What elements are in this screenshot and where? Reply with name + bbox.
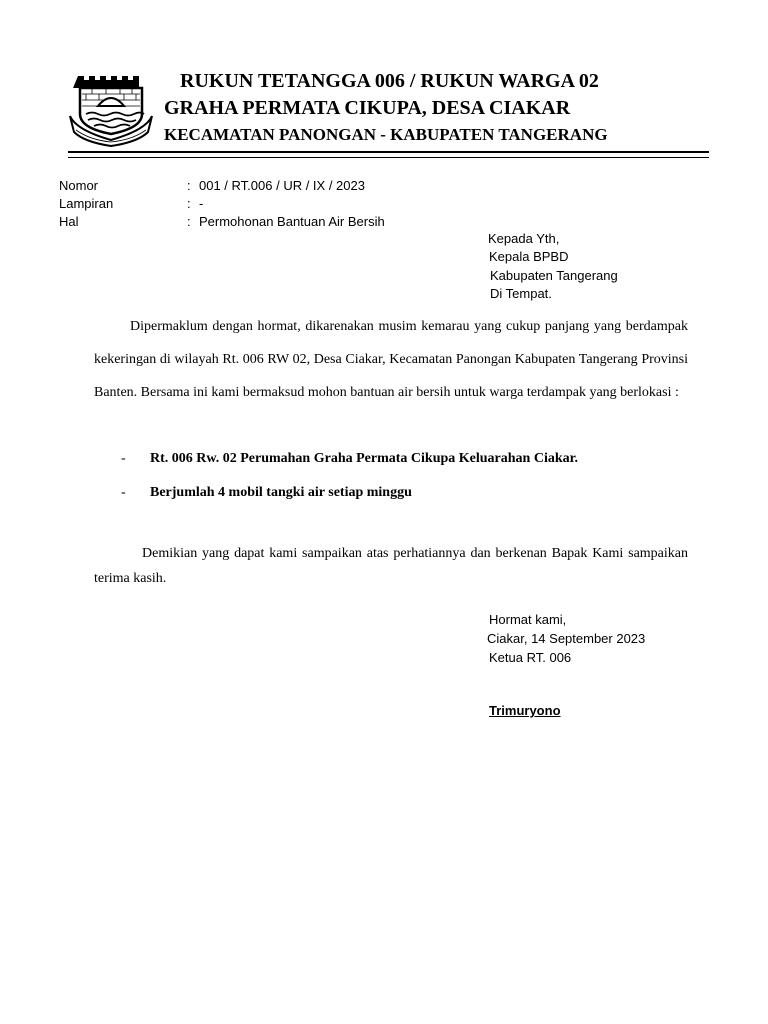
closing-greeting: Hormat kami, <box>489 612 567 627</box>
meta-label-nomor: Nomor <box>59 178 99 193</box>
bullet-marker: - <box>121 451 126 466</box>
bullet-marker: - <box>121 485 126 500</box>
letterhead-line-3: KECAMATAN PANONGAN - KABUPATEN TANGERANG <box>164 125 608 144</box>
meta-value-nomor: 001 / RT.006 / UR / IX / 2023 <box>199 178 365 193</box>
body-paragraph-1: Dipermaklum dengan hormat, dikarenakan musim kemarau yang cukup panjang yang berdampak kekeringan di wilayah Rt. 006 RW 02, Desa Ciakar, Kecamatan Panongan Kabupaten Tangerang Provinsi Banten. Bersama ini kami bermaksud mohon bantuan air bersih untuk warga terdampak yang berlokasi : <box>94 319 688 400</box>
meta-value-hal: Permohonan Bantuan Air Bersih <box>199 214 385 229</box>
body-paragraph-2: Demikian yang dapat kami sampaikan atas perhatiannya dan berkenan Bapak Kami sampaikan terima kasih. <box>94 546 688 586</box>
recipient-line-1: Kepada Yth, <box>488 231 560 246</box>
tangerang-coat-of-arms-logo <box>68 72 154 148</box>
meta-colon: : <box>187 178 191 193</box>
letterhead-line-2: GRAHA PERMATA CIKUPA, DESA CIAKAR <box>164 97 571 119</box>
recipient-line-3: Kabupaten Tangerang <box>490 268 618 283</box>
letterhead-line-1: RUKUN TETANGGA 006 / RUKUN WARGA 02 <box>180 70 599 92</box>
signatory-name: Trimuryono <box>489 703 561 718</box>
meta-label-hal: Hal <box>59 214 79 229</box>
bullet-item-quantity: Berjumlah 4 mobil tangki air setiap minggu <box>150 485 412 500</box>
meta-label-lampiran: Lampiran <box>59 196 114 211</box>
recipient-line-4: Di Tempat. <box>490 286 552 301</box>
letterhead-divider-thick <box>68 151 709 153</box>
closing-position: Ketua RT. 006 <box>489 650 572 665</box>
recipient-line-2: Kepala BPBD <box>489 249 569 264</box>
closing-place-date: Ciakar, 14 September 2023 <box>487 631 646 646</box>
bullet-item-location: Rt. 006 Rw. 02 Perumahan Graha Permata Cikupa Keluarahan Ciakar. <box>150 451 579 466</box>
meta-colon: : <box>187 214 191 229</box>
meta-value-lampiran: - <box>199 196 204 211</box>
meta-colon: : <box>187 196 191 211</box>
letterhead-divider-thin <box>68 157 709 158</box>
